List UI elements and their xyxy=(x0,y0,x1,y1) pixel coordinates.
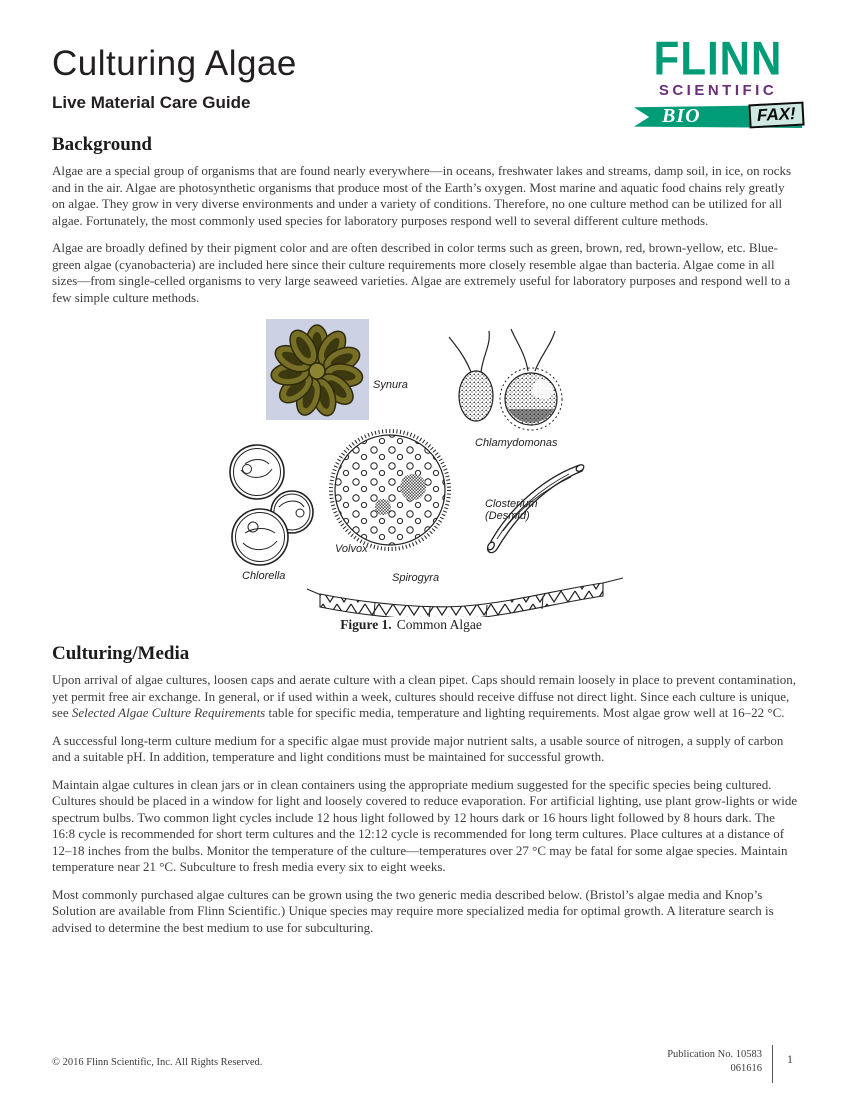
closterium-label-line2: (Desmid) xyxy=(485,510,530,522)
flinn-wordmark: FLINN xyxy=(653,32,783,85)
culturing-p1-italic-phrase: Selected Algae Culture Requirements xyxy=(71,705,266,720)
background-paragraph-2: Algae are broadly defined by their pigment color and are often described in color terms such as green, brown, red, brown-yellow, etc. Blue-green algae (cyanobacteria) are included here since their culture requirements more closely resemble algae than bacteria. Algae come in all sizes—from single-celled organisms to very large seaweed varieties. Algae are extremely useful for laboratory purposes and respond well to a few simple culture methods. xyxy=(52,240,791,305)
figure-common-algae xyxy=(225,317,645,617)
culturing-heading: Culturing/Media xyxy=(52,643,190,664)
background-paragraph-1: Algae are a special group of organisms that are found nearly everywhere—in oceans, freshwater lakes and streams, damp soil, in ice, on rocks and in the air. Algae are photosynthetic organisms that produce most of the Earth’s oxygen. Most marine and aquatic food chains rely greatly on algae. They grow in very diverse environments and under a variety of conditions. Therefore, no one culture method can be utilized for all algae. Fortunately, the most commonly used species for laboratory purposes respond well to several different culture methods. xyxy=(52,163,792,228)
culturing-p1-after: table for specific media, temperature and lighting requirements. Most algae grow well at 16–22 °C. xyxy=(265,705,785,720)
publication-date-code: 061616 xyxy=(730,1063,762,1074)
spirogyra-label: Spirogyra xyxy=(392,572,440,584)
publication-number: Publication No. 10583 xyxy=(667,1049,762,1060)
page-number: 1 xyxy=(787,1052,793,1066)
document-body xyxy=(52,134,798,947)
chlorella-label: Chlorella xyxy=(242,570,286,582)
culturing-paragraph-2: A successful long-term culture medium for a specific algae must provide major nutrient salts, a usable source of nitrogen, a supply of carbon and a suitable pH. In addition, temperature and light conditions must be maintained for successful growth. xyxy=(52,732,784,764)
chlamydomonas-label: Chlamydomonas xyxy=(475,437,558,449)
spirogyra-drawing xyxy=(307,578,623,617)
background-heading: Background xyxy=(52,134,152,155)
fax-label: FAX! xyxy=(749,102,805,129)
chlamydomonas-drawing xyxy=(449,329,562,430)
culturing-paragraph-1 xyxy=(52,672,798,722)
bio-label: BIO xyxy=(662,105,701,127)
closterium-label-line1: Closterium xyxy=(485,498,538,510)
volvox-label: Volvox xyxy=(335,543,368,555)
scientific-wordmark: SCIENTIFIC xyxy=(658,82,778,99)
figure-caption xyxy=(201,617,621,633)
culturing-p1-before: Upon arrival of algae cultures, loosen caps and aerate culture with a clean pipet. Caps should remain loosely in place to prevent contamination, yet permit free air exchange. In general, or if used within a week, cultures should receive diffuse not direct light. Since each culture is unique, see xyxy=(52,672,796,720)
footer-divider-line xyxy=(772,1045,773,1083)
culturing-paragraph-4: Most commonly purchased algae cultures can be grown using the two generic media described below. (Bristol’s algae media and Knop’s Solution are available from Flinn Scientific.) Unique species may require more specialized media for optimal growth. A literature search is advised to determine the best medium to use for subculturing. xyxy=(52,886,774,935)
volvox-drawing xyxy=(331,431,449,549)
synura-photo xyxy=(266,319,369,420)
publication-info xyxy=(667,1048,762,1076)
flinn-logo xyxy=(634,32,802,130)
synura-label: Synura xyxy=(373,379,408,391)
culturing-paragraph-3: Maintain algae cultures in clean jars or in clean containers using the appropriate medium suggested for the specific species being cultured. Cultures should be placed in a window for light and loosely covered to reduce evaporation. For artificial lighting, use plant grow-lights or wide spectrum bulbs. Two common light cycles include 12 hous light followed by 12 hours dark or 16 hours light followed by 8 hours dark. The 16:8 cycle is recommended for short term cultures and the 12:12 cycle is recommended for long term cultures. Place cultures at a distance of 12–18 inches from the bulbs. Monitor the temperature of the culture—temperatures over 27 °C may be fatal for some algae species. Maintain temperature near 21 °C. Subculture to fresh media every six to eight weeks. xyxy=(52,776,798,874)
page-title: Culturing Algae xyxy=(52,44,297,83)
page-subtitle: Live Material Care Guide xyxy=(52,93,251,112)
figure-caption-number: Figure 1. xyxy=(340,617,392,632)
copyright-notice: © 2016 Flinn Scientific, Inc. All Rights Reserved. xyxy=(52,1057,263,1068)
figure-caption-text: Common Algae xyxy=(396,617,482,632)
chlorella-drawing xyxy=(230,445,313,565)
biofax-banner xyxy=(634,102,802,130)
